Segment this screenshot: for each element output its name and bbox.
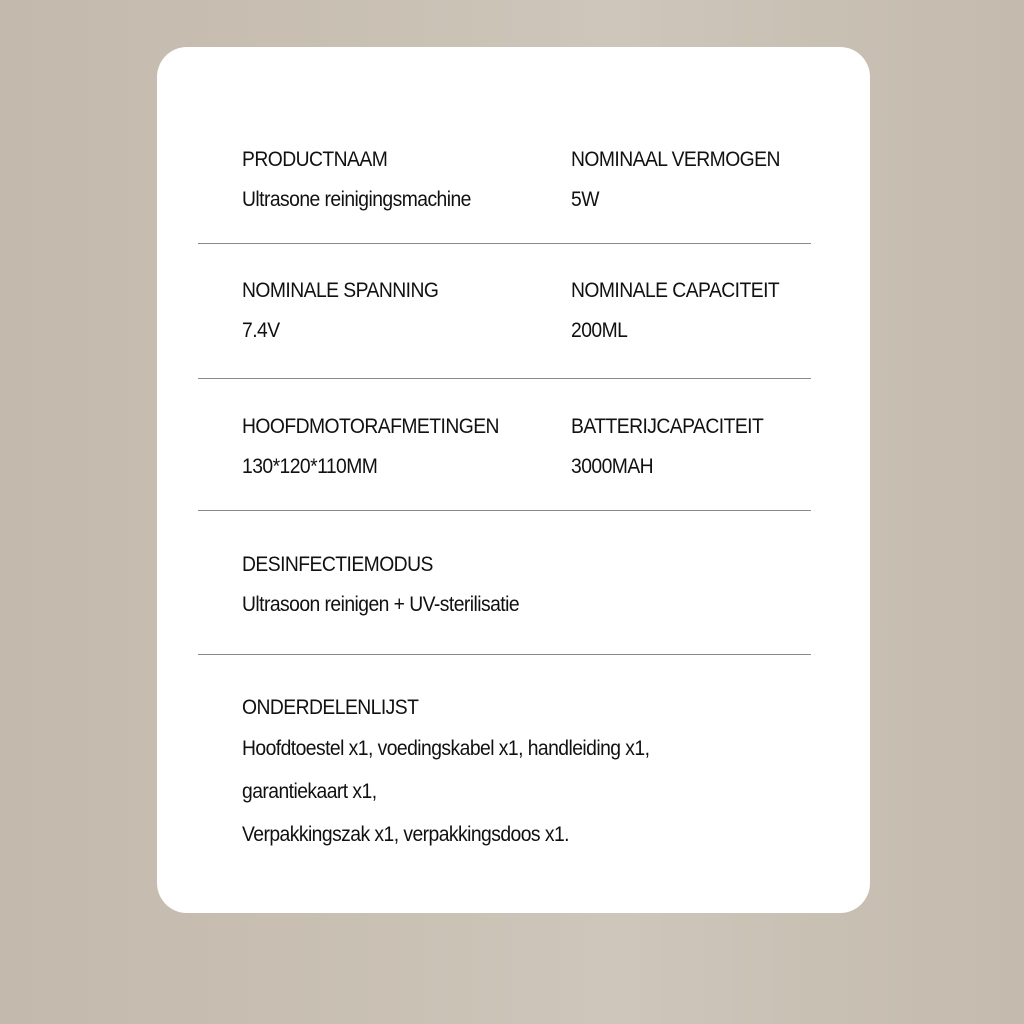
spec-label: NOMINALE SPANNING	[242, 279, 439, 302]
spec-value: Ultrasoon reinigen + UV-sterilisatie	[242, 593, 520, 616]
spec-cell-rated-power	[571, 147, 798, 213]
spec-label: DESINFECTIEMODUS	[242, 553, 433, 576]
divider	[198, 654, 811, 655]
spec-label: HOOFDMOTORAFMETINGEN	[242, 415, 499, 438]
spec-value: 5W	[571, 188, 599, 211]
divider	[198, 510, 811, 511]
divider	[198, 243, 811, 244]
spec-cell-dimensions	[242, 414, 521, 480]
spec-cell-rated-voltage	[242, 278, 455, 344]
spec-label: NOMINALE CAPACITEIT	[571, 279, 780, 302]
spec-cell-product-name	[242, 147, 491, 213]
parts-line: Verpakkingszak x1, verpakkingsdoos x1.	[242, 823, 569, 846]
spec-value: 7.4V	[242, 319, 280, 342]
spec-label: BATTERIJCAPACITEIT	[571, 415, 764, 438]
spec-value: 3000MAH	[571, 455, 654, 478]
parts-line: garantiekaart x1,	[242, 780, 377, 803]
spec-cell-battery-capacity	[571, 414, 780, 480]
spec-value: 200ML	[571, 319, 628, 342]
spec-cell-parts-list	[242, 695, 685, 856]
spec-cell-rated-capacity	[571, 278, 797, 344]
spec-value: 130*120*110MM	[242, 455, 378, 478]
spec-value: Ultrasone reinigingsmachine	[242, 188, 471, 211]
parts-line: Hoofdtoestel x1, voedingskabel x1, handleiding x1,	[242, 737, 650, 760]
spec-label: NOMINAAL VERMOGEN	[571, 148, 780, 171]
divider	[198, 378, 811, 379]
spec-label: ONDERDELENLIJST	[242, 696, 419, 719]
parts-list	[242, 727, 649, 856]
spec-cell-disinfection-mode	[242, 552, 543, 618]
spec-card	[157, 47, 870, 913]
spec-label: PRODUCTNAAM	[242, 148, 388, 171]
